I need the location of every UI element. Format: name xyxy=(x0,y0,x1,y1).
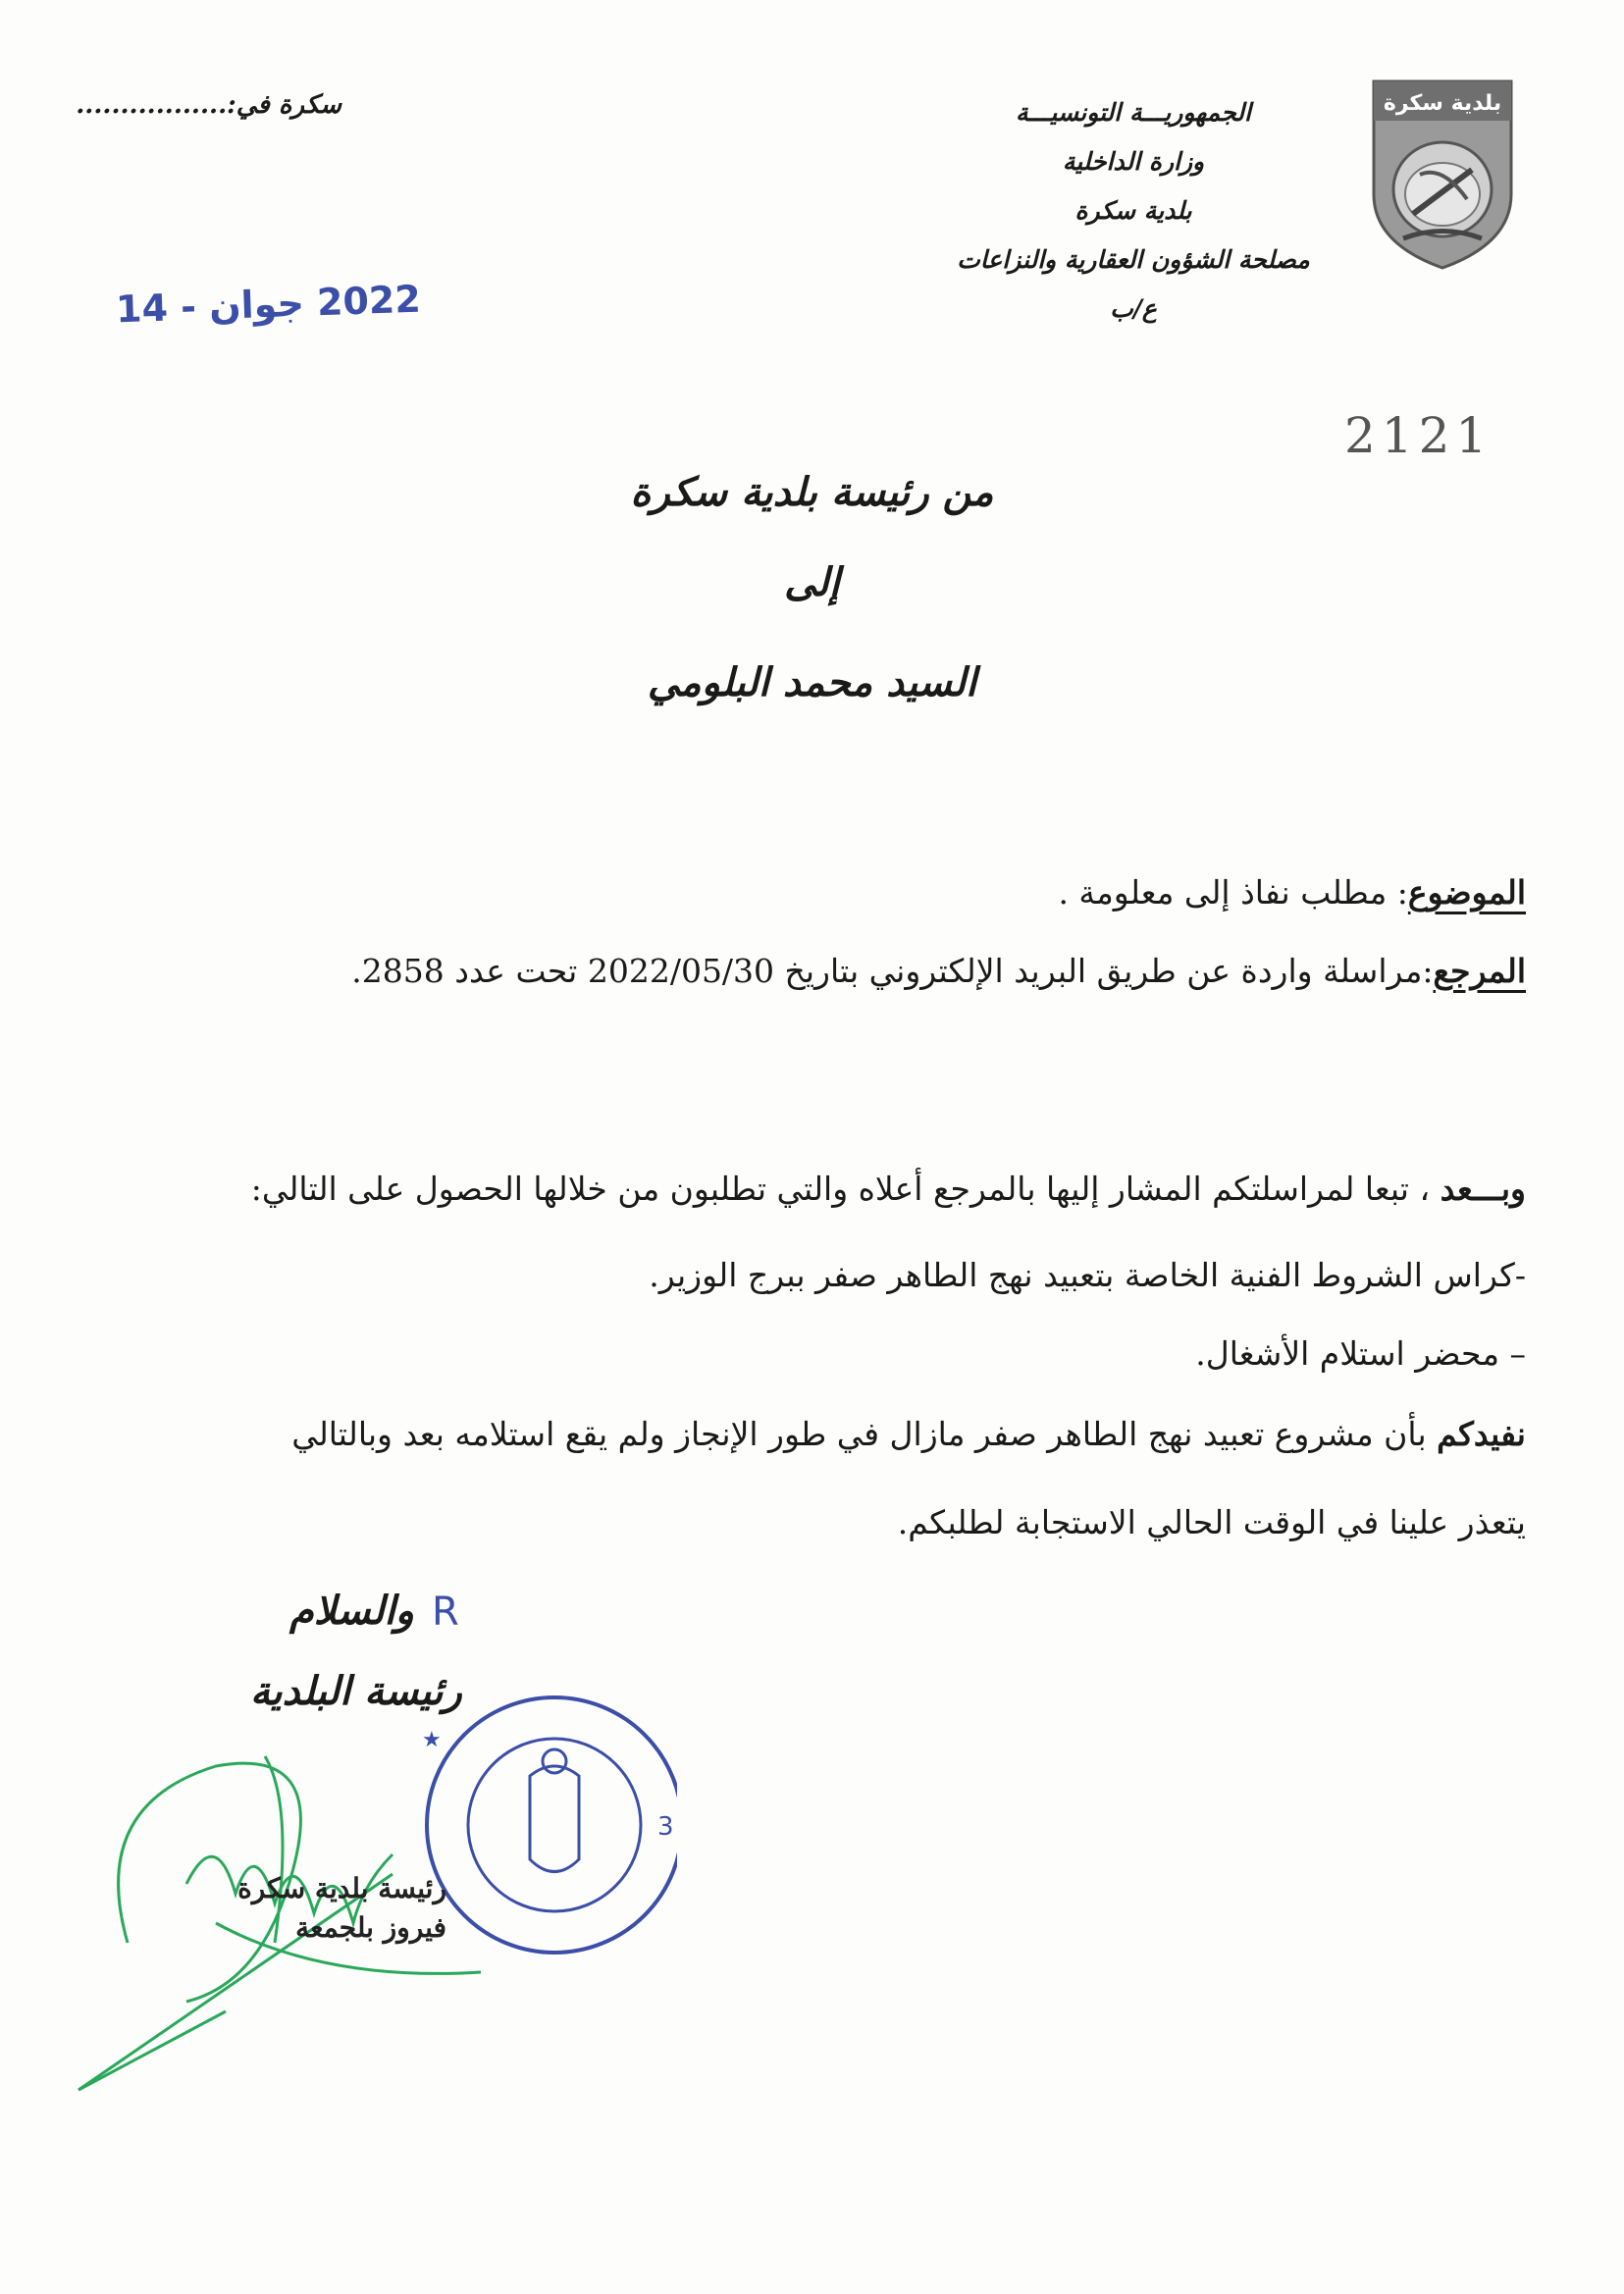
list-item: – محضر استلام الأشغال. xyxy=(1195,1334,1526,1373)
paragraph-response-text: بأن مشروع تعبيد نهج الطاهر صفر مازال في طور الإنجاز ولم يقع استلامه بعد وبالتالي xyxy=(291,1415,1438,1453)
signer-title: رئيسة البلدية xyxy=(250,1668,462,1714)
reference-text: :مراسلة واردة عن طريق البريد الإلكتروني بتاريخ 2022/05/30 تحت عدد 2858. xyxy=(351,952,1434,990)
paragraph-intro xyxy=(103,1168,1526,1211)
reference-line xyxy=(103,950,1526,993)
subject-text: : مطلب نفاذ إلى معلومة . xyxy=(1058,873,1408,912)
recipient-line: السيد محمد البلومي xyxy=(647,659,977,705)
municipality-logo xyxy=(1369,77,1516,273)
logo-text: بلدية سكرة xyxy=(1383,91,1502,116)
closing-salutation: والسلام xyxy=(289,1588,414,1634)
letterhead-line: مصلحة الشؤون العقارية والنزاعات xyxy=(957,245,1310,274)
paragraph-response-continued: يتعذر علينا في الوقت الحالي الاستجابة لطلبكم. xyxy=(897,1503,1526,1541)
stamp-name-line: فيروز بلجمعة xyxy=(295,1911,446,1944)
subject-label: الموضوع xyxy=(1407,873,1526,912)
date-stamp: 2022 جوان - 14 xyxy=(115,277,422,332)
subject-line xyxy=(103,871,1526,914)
to-line: إلى xyxy=(784,559,840,605)
stamp-name-line: رئيسة بلدية سكرة xyxy=(237,1872,446,1904)
sender-line: من رئيسة بلدية سكرة xyxy=(630,469,994,515)
letterhead-line: الجمهوريـــة التونسيـــة xyxy=(1016,98,1251,127)
handwritten-annotation: R xyxy=(432,1590,459,1635)
letterhead xyxy=(942,88,1325,334)
letterhead-line: وزارة الداخلية xyxy=(1062,147,1205,176)
seal-number: 3 xyxy=(657,1812,674,1842)
letterhead-line: ع/ب xyxy=(1110,294,1157,323)
paragraph-intro-lead: وبـــعد xyxy=(1440,1170,1526,1208)
official-seal xyxy=(427,1697,677,1953)
letterhead-line: بلدية سكرة xyxy=(1074,196,1192,225)
list-item: -كراس الشروط الفنية الخاصة بتعبيد نهج الطاهر صفر ببرج الوزير. xyxy=(649,1256,1526,1294)
place-date-label: سكرة في:................. xyxy=(76,90,341,120)
stamp-name-block xyxy=(211,1869,446,1948)
paragraph-response-lead: نفيدكم xyxy=(1437,1415,1526,1453)
reference-label: المرجع xyxy=(1433,952,1526,990)
paragraph-response xyxy=(103,1413,1526,1456)
star-icon: ★ xyxy=(422,1728,442,1752)
paragraph-intro-text: ، تبعا لمراسلتكم المشار إليها بالمرجع أعلاه والتي تطلبون من خلالها الحصول على التالي: xyxy=(250,1170,1441,1208)
reference-number: 2121 xyxy=(1344,407,1493,464)
